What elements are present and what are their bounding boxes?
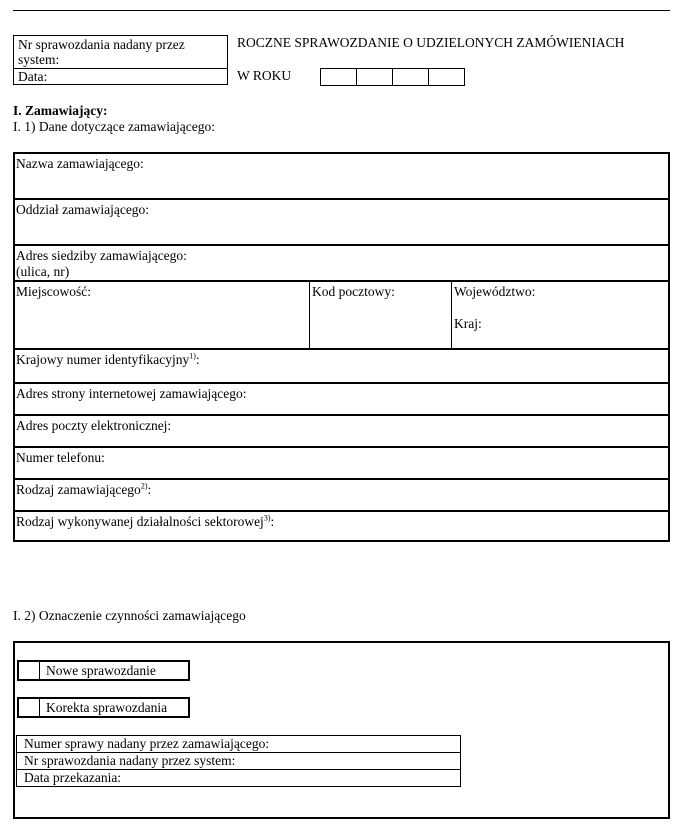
footnote-2: 2) xyxy=(140,481,148,491)
date-field[interactable] xyxy=(14,69,227,84)
year-digit-1[interactable] xyxy=(320,68,357,86)
year-digit-2[interactable] xyxy=(356,68,393,86)
country-label: Kraj: xyxy=(454,316,482,331)
address-field[interactable] xyxy=(15,246,668,282)
activity-frame xyxy=(13,641,670,819)
section-2-title: I. 2) Oznaczenie czynności zamawiającego xyxy=(13,608,246,623)
voivodeship-label: Województwo: xyxy=(454,284,536,299)
website-field[interactable] xyxy=(15,384,668,416)
phone-field[interactable] xyxy=(15,448,668,480)
postal-code-label: Kod pocztowy: xyxy=(312,284,395,299)
year-label: W ROKU xyxy=(237,68,292,83)
system-number-label: Nr sprawozdania nadany przez system: xyxy=(24,753,236,768)
correction-checkbox[interactable] xyxy=(19,699,40,716)
location-row xyxy=(15,282,668,350)
email-field[interactable] xyxy=(15,416,668,448)
website-label: Adres strony internetowej zamawiającego: xyxy=(16,386,247,401)
section-1-subtitle: I. 1) Dane dotyczące zamawiającego: xyxy=(13,119,216,134)
system-number-field[interactable] xyxy=(17,753,460,770)
new-report-label: Nowe sprawozdanie xyxy=(46,663,156,678)
name-label: Nazwa zamawiającego: xyxy=(16,156,144,171)
year-digit-4[interactable] xyxy=(428,68,465,86)
postal-code-field[interactable] xyxy=(310,282,450,348)
voivodeship-country-field[interactable] xyxy=(452,282,668,348)
top-divider xyxy=(13,10,670,11)
sector-activity-label: Rodzaj wykonywanej działalności sektorowej$^{3)}$: xyxy=(16,513,275,529)
correction-label: Korekta sprawozdania xyxy=(46,700,168,715)
contracting-authority-table xyxy=(13,152,670,542)
city-label: Miejscowość: xyxy=(16,284,91,299)
report-number-label: Nr sprawozdania nadany przez system: xyxy=(18,37,185,67)
authority-type-field[interactable] xyxy=(15,480,668,512)
date-label: Data: xyxy=(18,69,48,84)
name-field[interactable] xyxy=(15,154,668,200)
section-1-title: I. Zamawiający: xyxy=(13,103,108,118)
city-field[interactable] xyxy=(15,282,309,348)
new-report-checkbox[interactable] xyxy=(19,662,40,679)
footnote-1: 1) xyxy=(189,351,196,361)
year-input-group xyxy=(320,68,465,86)
address-label: Adres siedziby zamawiającego: (ulica, nr) xyxy=(16,248,187,279)
authority-type-label: Rodzaj zamawiającego$^{2)}$: xyxy=(16,481,152,497)
national-id-field[interactable] xyxy=(15,350,668,384)
email-label: Adres poczty elektronicznej: xyxy=(16,418,172,433)
national-id-label: Krajowy numer identyfikacyjny$^{1)}$: xyxy=(16,351,200,367)
branch-label: Oddział zamawiającego: xyxy=(16,202,150,217)
report-number-field[interactable] xyxy=(14,36,227,69)
new-report-option[interactable] xyxy=(17,660,190,681)
sector-activity-field[interactable] xyxy=(15,512,668,540)
phone-label: Numer telefonu: xyxy=(16,450,105,465)
report-id-box xyxy=(13,35,228,85)
branch-field[interactable] xyxy=(15,200,668,246)
footnote-3: 3) xyxy=(263,513,271,523)
submission-info-box xyxy=(16,735,461,787)
submission-date-label: Data przekazania: xyxy=(24,770,122,785)
case-number-field[interactable] xyxy=(17,736,460,753)
report-title: ROCZNE SPRAWOZDANIE O UDZIELONYCH ZAMÓWIENIACH xyxy=(237,35,625,50)
correction-option[interactable] xyxy=(17,697,190,718)
case-number-label: Numer sprawy nadany przez zamawiającego: xyxy=(24,736,270,751)
year-digit-3[interactable] xyxy=(392,68,429,86)
submission-date-field[interactable] xyxy=(17,770,460,787)
